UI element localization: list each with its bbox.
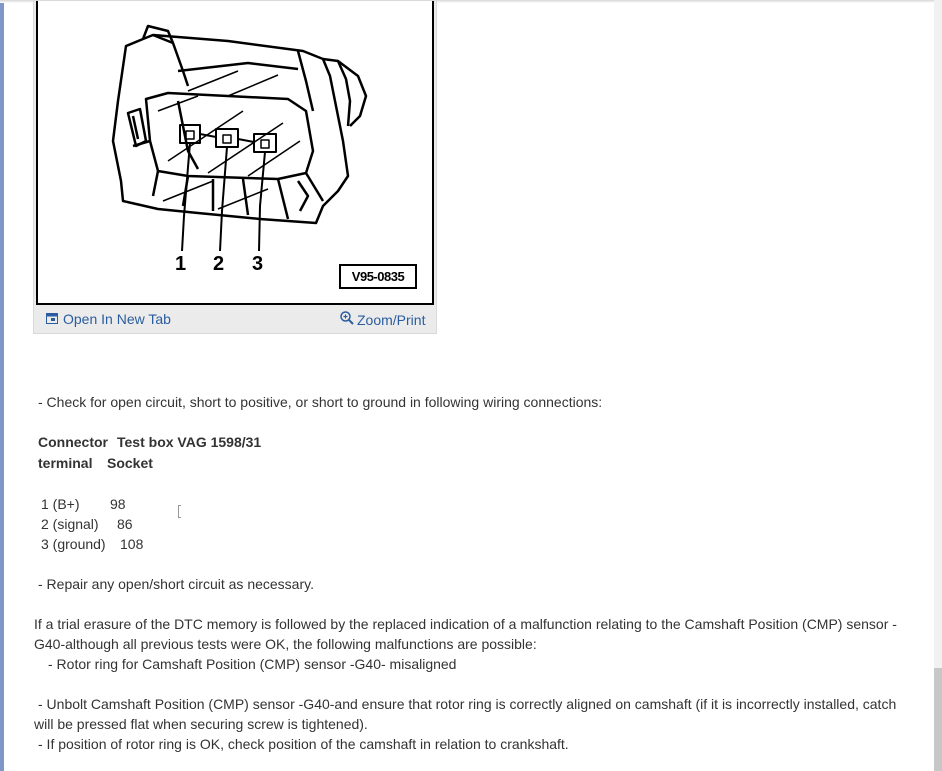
table-row-socket: 86 xyxy=(117,516,133,532)
open-in-new-tab-link[interactable] xyxy=(46,311,171,327)
table-row-terminal: 1 (B+) xyxy=(41,496,80,512)
table-row-socket: 98 xyxy=(110,496,126,512)
unbolt-instruction-line1: - Unbolt Camshaft Position (CMP) sensor -G40-and ensure that rotor ring is correctly aligned on camshaft (if it is incorrectly installed, catch xyxy=(38,696,897,712)
magnifier-icon xyxy=(340,311,354,328)
malfunction-paragraph-line1: If a trial erasure of the DTC memory is followed by the replaced indication of a malfunction relating to the Camshaft Position (CMP) sensor - xyxy=(34,616,897,632)
zoom-print-link[interactable] xyxy=(340,311,425,328)
zoom-print-label: Zoom/Print xyxy=(357,311,426,328)
scrollbar-thumb[interactable] xyxy=(934,668,942,771)
left-edge-strip xyxy=(0,0,4,771)
open-in-new-tab-icon xyxy=(46,311,58,327)
table-row-terminal: 3 (ground) xyxy=(41,536,106,552)
text-cursor-icon xyxy=(178,505,181,518)
rotor-ring-bullet: - Rotor ring for Camshaft Position (CMP) sensor -G40- misaligned xyxy=(48,656,457,672)
table-header-terminal: terminal xyxy=(38,455,93,471)
pin-label-2: 2 xyxy=(213,253,225,275)
table-header-socket: Socket xyxy=(107,455,153,471)
open-in-new-tab-label: Open In New Tab xyxy=(63,311,171,327)
final-instruction: - If position of rotor ring is OK, check position of the camshaft in relation to crankshaft. xyxy=(38,736,569,752)
malfunction-paragraph-line2: G40-although all previous tests were OK, the following malfunctions are possible: xyxy=(34,636,537,652)
table-row-socket: 108 xyxy=(120,536,144,552)
table-header-test-box: Test box VAG 1598/31 xyxy=(117,434,262,450)
repair-instruction: - Repair any open/short circuit as necessary. xyxy=(38,576,314,592)
unbolt-instruction-line2: will be pressed flat when securing screw is tightened). xyxy=(34,716,368,732)
diagram-code-label: V95-0835 xyxy=(339,264,417,289)
check-instruction: - Check for open circuit, short to positive, or short to ground in following wiring connections: xyxy=(38,394,603,410)
pin-label-1: 1 xyxy=(175,253,187,275)
figure-panel xyxy=(33,0,437,334)
vertical-scrollbar[interactable] xyxy=(934,0,942,771)
pin-label-3: 3 xyxy=(252,253,264,275)
connector-diagram[interactable] xyxy=(36,1,434,305)
table-header-connector: Connector xyxy=(38,434,108,450)
table-row-terminal: 2 (signal) xyxy=(41,516,99,532)
connector-drawing xyxy=(38,1,432,303)
